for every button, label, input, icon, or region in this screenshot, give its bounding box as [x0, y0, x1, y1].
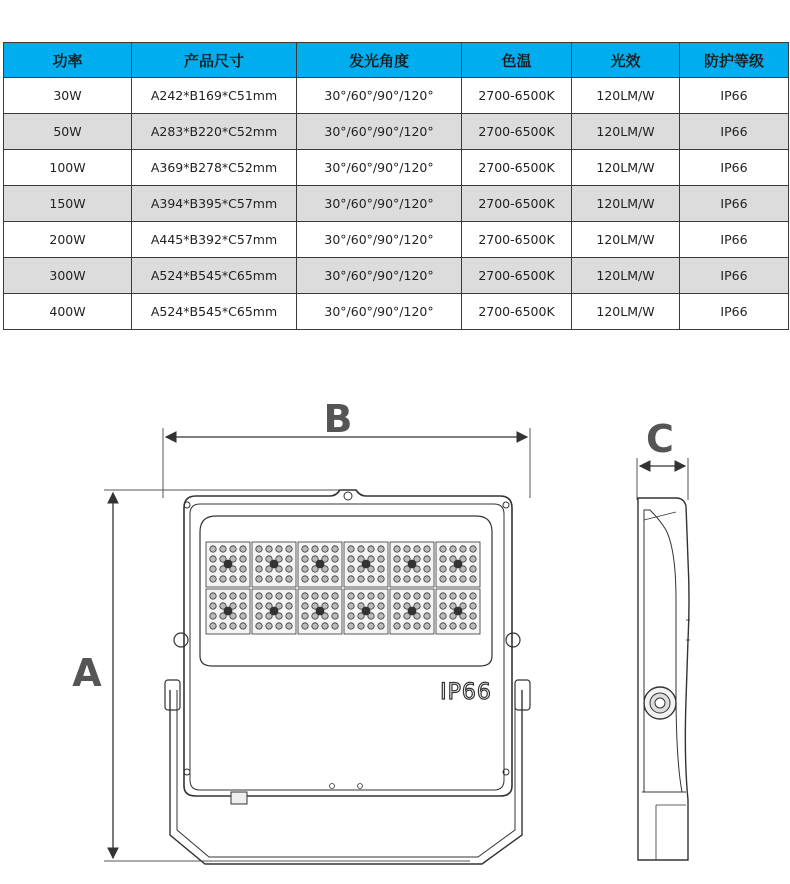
led-center-dot [408, 560, 416, 568]
led-dot [210, 603, 216, 609]
led-dot [332, 623, 338, 629]
led-dot [286, 603, 292, 609]
led-dot [230, 546, 236, 552]
cell-size: A445*B392*C57mm [132, 222, 297, 258]
led-dot [220, 576, 226, 582]
cell-power: 400W [4, 294, 132, 330]
led-dot [302, 566, 308, 572]
led-dot [302, 603, 308, 609]
led-dot [302, 546, 308, 552]
led-dot [332, 576, 338, 582]
table-row [4, 114, 789, 150]
led-dot [220, 623, 226, 629]
led-dot [266, 576, 272, 582]
led-center-dot [270, 560, 278, 568]
cell-size: A242*B169*C51mm [132, 78, 297, 114]
led-dot [424, 593, 430, 599]
led-dot [332, 593, 338, 599]
led-center-dot [454, 607, 462, 615]
table-header-row [4, 43, 789, 78]
led-dot [368, 546, 374, 552]
led-dot [460, 623, 466, 629]
floodlight-side-view [638, 498, 690, 860]
led-dot [286, 576, 292, 582]
header-color-temp: 色温 [462, 43, 572, 78]
led-dot [302, 623, 308, 629]
led-dot [440, 566, 446, 572]
led-dot [414, 623, 420, 629]
cell-size: A283*B220*C52mm [132, 114, 297, 150]
led-dot [450, 546, 456, 552]
cell-power: 30W [4, 78, 132, 114]
led-dot [414, 546, 420, 552]
led-dot [256, 556, 262, 562]
led-dot [440, 623, 446, 629]
led-dot [470, 623, 476, 629]
led-dot [312, 623, 318, 629]
table-row [4, 222, 789, 258]
led-dot [348, 623, 354, 629]
led-dot [286, 623, 292, 629]
floodlight-front-view [165, 490, 530, 864]
led-dot [440, 613, 446, 619]
led-center-dot [362, 607, 370, 615]
led-dot [240, 546, 246, 552]
led-dot [460, 546, 466, 552]
led-dot [404, 593, 410, 599]
led-dot [378, 556, 384, 562]
led-dot [460, 593, 466, 599]
led-dot [378, 603, 384, 609]
led-dot [322, 623, 328, 629]
led-module-grid [206, 542, 480, 634]
dimension-b [163, 397, 530, 498]
header-beam-angle: 发光角度 [297, 43, 462, 78]
cell-efficacy: 120LM/W [572, 222, 680, 258]
led-dot [378, 576, 384, 582]
cell-size: A524*B545*C65mm [132, 294, 297, 330]
led-dot [256, 613, 262, 619]
led-dot [332, 603, 338, 609]
led-dot [312, 576, 318, 582]
led-dot [332, 613, 338, 619]
cell-color-temp: 2700-6500K [462, 294, 572, 330]
led-dot [348, 566, 354, 572]
led-dot [358, 623, 364, 629]
led-dot [210, 546, 216, 552]
dimension-diagram [0, 380, 790, 884]
led-dot [394, 576, 400, 582]
led-dot [302, 613, 308, 619]
cell-beam-angle: 30°/60°/90°/120° [297, 258, 462, 294]
cell-power: 100W [4, 150, 132, 186]
led-dot [230, 576, 236, 582]
led-dot [440, 546, 446, 552]
led-dot [348, 546, 354, 552]
cell-ip-rating: IP66 [680, 222, 789, 258]
led-dot [378, 566, 384, 572]
led-dot [348, 613, 354, 619]
led-dot [256, 623, 262, 629]
led-dot [394, 593, 400, 599]
led-dot [276, 593, 282, 599]
cell-efficacy: 120LM/W [572, 150, 680, 186]
cell-ip-rating: IP66 [680, 258, 789, 294]
cell-beam-angle: 30°/60°/90°/120° [297, 222, 462, 258]
led-dot [394, 603, 400, 609]
led-dot [220, 593, 226, 599]
led-dot [312, 593, 318, 599]
led-dot [368, 576, 374, 582]
table-row [4, 186, 789, 222]
led-dot [302, 576, 308, 582]
led-dot [312, 546, 318, 552]
led-dot [378, 613, 384, 619]
led-dot [394, 623, 400, 629]
led-center-dot [224, 607, 232, 615]
header-efficacy: 光效 [572, 43, 680, 78]
led-dot [240, 623, 246, 629]
cell-efficacy: 120LM/W [572, 294, 680, 330]
led-dot [414, 576, 420, 582]
led-dot [210, 623, 216, 629]
table-row [4, 294, 789, 330]
cell-ip-rating: IP66 [680, 114, 789, 150]
led-dot [266, 546, 272, 552]
cell-efficacy: 120LM/W [572, 186, 680, 222]
cell-size: A369*B278*C52mm [132, 150, 297, 186]
led-dot [470, 576, 476, 582]
led-dot [450, 576, 456, 582]
led-dot [394, 613, 400, 619]
led-dot [368, 623, 374, 629]
led-dot [440, 576, 446, 582]
led-center-dot [224, 560, 232, 568]
led-dot [470, 593, 476, 599]
led-dot [440, 593, 446, 599]
cell-beam-angle: 30°/60°/90°/120° [297, 150, 462, 186]
cell-ip-rating: IP66 [680, 150, 789, 186]
led-dot [286, 556, 292, 562]
led-dot [302, 556, 308, 562]
label-b: B [323, 397, 353, 441]
led-dot [240, 556, 246, 562]
led-center-dot [408, 607, 416, 615]
led-dot [266, 593, 272, 599]
cell-size: A524*B545*C65mm [132, 258, 297, 294]
led-center-dot [316, 560, 324, 568]
table-row [4, 258, 789, 294]
led-dot [424, 613, 430, 619]
led-dot [332, 546, 338, 552]
cell-color-temp: 2700-6500K [462, 222, 572, 258]
led-dot [256, 603, 262, 609]
led-dot [256, 576, 262, 582]
led-dot [414, 593, 420, 599]
cell-ip-rating: IP66 [680, 78, 789, 114]
led-dot [286, 613, 292, 619]
led-dot [210, 566, 216, 572]
led-center-dot [362, 560, 370, 568]
led-dot [286, 546, 292, 552]
led-dot [424, 546, 430, 552]
led-center-dot [454, 560, 462, 568]
led-dot [240, 603, 246, 609]
led-dot [348, 593, 354, 599]
led-dot [378, 623, 384, 629]
led-dot [322, 546, 328, 552]
led-dot [394, 546, 400, 552]
led-dot [256, 546, 262, 552]
cell-color-temp: 2700-6500K [462, 150, 572, 186]
led-center-dot [316, 607, 324, 615]
spec-table [3, 42, 789, 330]
cell-ip-rating: IP66 [680, 294, 789, 330]
led-dot [348, 556, 354, 562]
cell-efficacy: 120LM/W [572, 78, 680, 114]
led-dot [230, 593, 236, 599]
cell-efficacy: 120LM/W [572, 114, 680, 150]
led-dot [424, 603, 430, 609]
cell-size: A394*B395*C57mm [132, 186, 297, 222]
dimension-c [637, 417, 688, 500]
led-dot [470, 603, 476, 609]
led-dot [404, 546, 410, 552]
cell-power: 300W [4, 258, 132, 294]
led-dot [286, 593, 292, 599]
cell-color-temp: 2700-6500K [462, 114, 572, 150]
cell-beam-angle: 30°/60°/90°/120° [297, 294, 462, 330]
led-dot [286, 566, 292, 572]
led-dot [404, 623, 410, 629]
cell-efficacy: 120LM/W [572, 258, 680, 294]
ip-rating-badge: IP66 [440, 680, 492, 705]
cell-ip-rating: IP66 [680, 186, 789, 222]
header-power: 功率 [4, 43, 132, 78]
led-dot [450, 623, 456, 629]
led-dot [230, 623, 236, 629]
led-dot [450, 593, 456, 599]
led-dot [358, 593, 364, 599]
led-dot [424, 556, 430, 562]
led-dot [240, 566, 246, 572]
cell-beam-angle: 30°/60°/90°/120° [297, 186, 462, 222]
led-dot [470, 613, 476, 619]
led-dot [210, 613, 216, 619]
led-dot [460, 576, 466, 582]
led-dot [424, 566, 430, 572]
led-dot [348, 576, 354, 582]
led-dot [210, 556, 216, 562]
led-dot [394, 566, 400, 572]
led-dot [240, 593, 246, 599]
led-dot [424, 576, 430, 582]
led-dot [256, 593, 262, 599]
cell-power: 50W [4, 114, 132, 150]
led-dot [276, 546, 282, 552]
led-dot [470, 556, 476, 562]
header-ip-rating: 防护等级 [680, 43, 789, 78]
table-row [4, 78, 789, 114]
cell-color-temp: 2700-6500K [462, 258, 572, 294]
cell-color-temp: 2700-6500K [462, 186, 572, 222]
led-dot [348, 603, 354, 609]
led-center-dot [270, 607, 278, 615]
led-dot [404, 576, 410, 582]
led-dot [220, 546, 226, 552]
led-dot [368, 593, 374, 599]
led-dot [470, 566, 476, 572]
cell-power: 150W [4, 186, 132, 222]
label-a: A [72, 651, 102, 695]
table-row [4, 150, 789, 186]
led-dot [470, 546, 476, 552]
cell-color-temp: 2700-6500K [462, 78, 572, 114]
led-dot [322, 593, 328, 599]
label-c: C [646, 417, 674, 461]
led-dot [256, 566, 262, 572]
led-dot [358, 576, 364, 582]
led-dot [210, 576, 216, 582]
led-dot [394, 556, 400, 562]
led-dot [332, 566, 338, 572]
header-size: 产品尺寸 [132, 43, 297, 78]
led-dot [240, 613, 246, 619]
led-dot [358, 546, 364, 552]
cell-beam-angle: 30°/60°/90°/120° [297, 114, 462, 150]
led-dot [276, 623, 282, 629]
led-dot [266, 623, 272, 629]
led-dot [440, 603, 446, 609]
cell-beam-angle: 30°/60°/90°/120° [297, 78, 462, 114]
led-dot [424, 623, 430, 629]
led-dot [440, 556, 446, 562]
led-dot [240, 576, 246, 582]
led-dot [322, 576, 328, 582]
led-dot [378, 546, 384, 552]
cell-power: 200W [4, 222, 132, 258]
led-dot [332, 556, 338, 562]
led-dot [378, 593, 384, 599]
led-dot [210, 593, 216, 599]
led-dot [302, 593, 308, 599]
led-dot [276, 576, 282, 582]
